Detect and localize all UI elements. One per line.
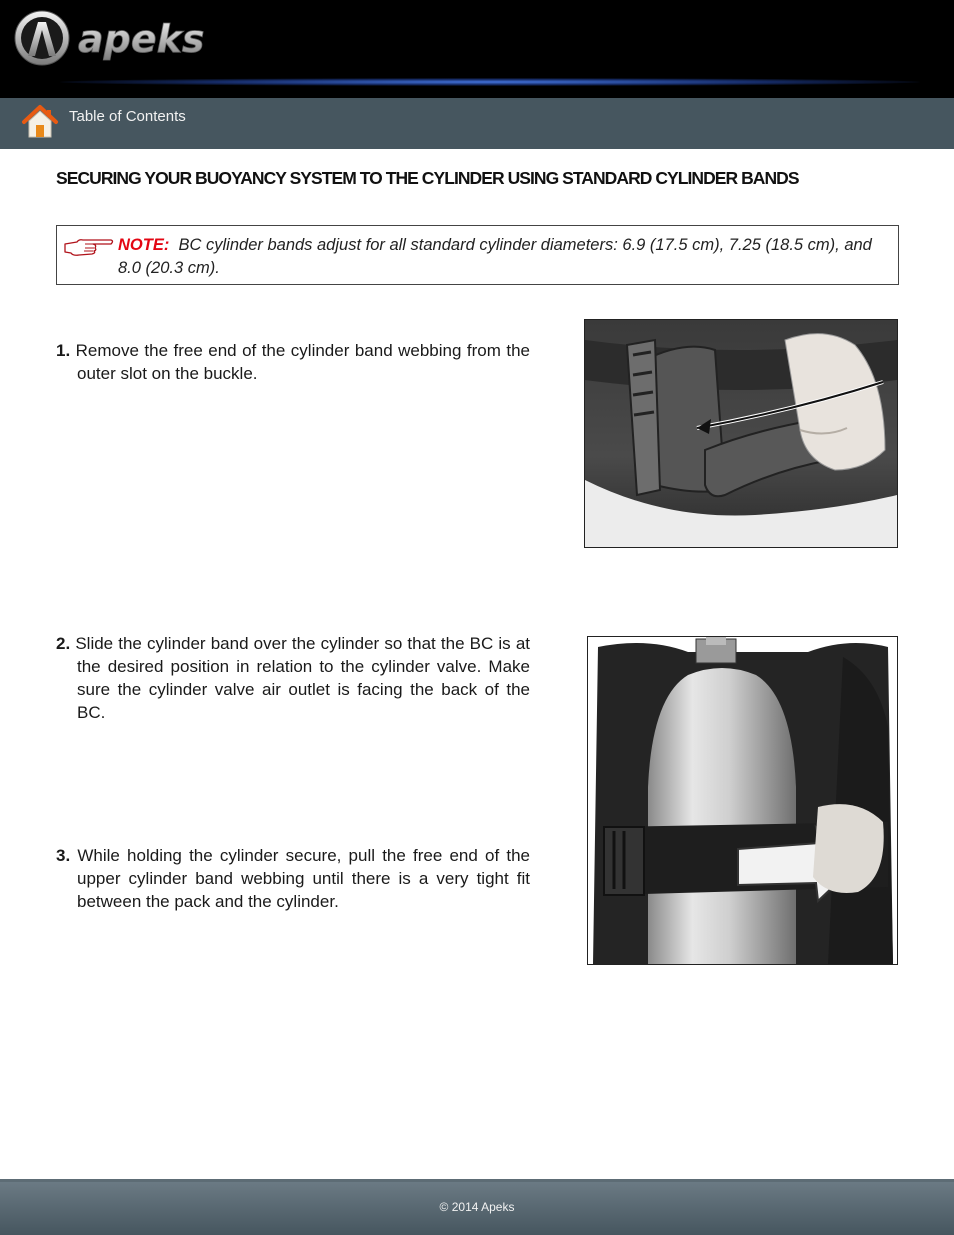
header-bar [0,0,954,98]
page-title: SECURING YOUR BUOYANCY SYSTEM TO THE CYLINDER USING STANDARD CYLINDER BANDS [56,168,799,188]
home-icon[interactable] [20,102,60,142]
nav-bar [0,98,954,149]
footer-bar [0,1179,954,1235]
step-text: Remove the free end of the cylinder band webbing from the outer slot on the buckle. [75,341,530,383]
svg-text:apeks: apeks [78,17,205,61]
step-number: 2. [56,634,71,653]
note-box [56,225,899,285]
apeks-logo [12,8,252,70]
header-glow [60,78,920,86]
step-text: Slide the cylinder band over the cylinder so that the BC is at the desired position in relation to the cylinder valve. Make sure the cylinder valve air outlet is facing the back of the BC. [75,634,530,722]
step-2 [56,632,530,724]
step-1 [56,339,530,385]
note-body: BC cylinder bands adjust for all standard cylinder diameters: 6.9 (17.5 cm), 7.25 (18.5 cm), and 8.0 (20.3 cm). [118,236,872,277]
cylinder-photo [587,636,898,965]
note-text [118,234,888,280]
step-3 [56,844,530,913]
note-label: NOTE: [118,236,170,254]
copyright-text: © 2014 Apeks [439,1200,515,1214]
table-of-contents-link[interactable]: Table of Contents [69,108,186,125]
step-text: While holding the cylinder secure, pull the free end of the upper cylinder band webbing until there is a very tight fit between the pack and the cylinder. [77,846,530,911]
step-number: 3. [56,846,71,865]
step-number: 1. [56,341,71,360]
buckle-illustration [585,320,897,547]
pointing-hand-icon [63,236,115,258]
cylinder-illustration [588,637,897,964]
buckle-photo [584,319,898,548]
